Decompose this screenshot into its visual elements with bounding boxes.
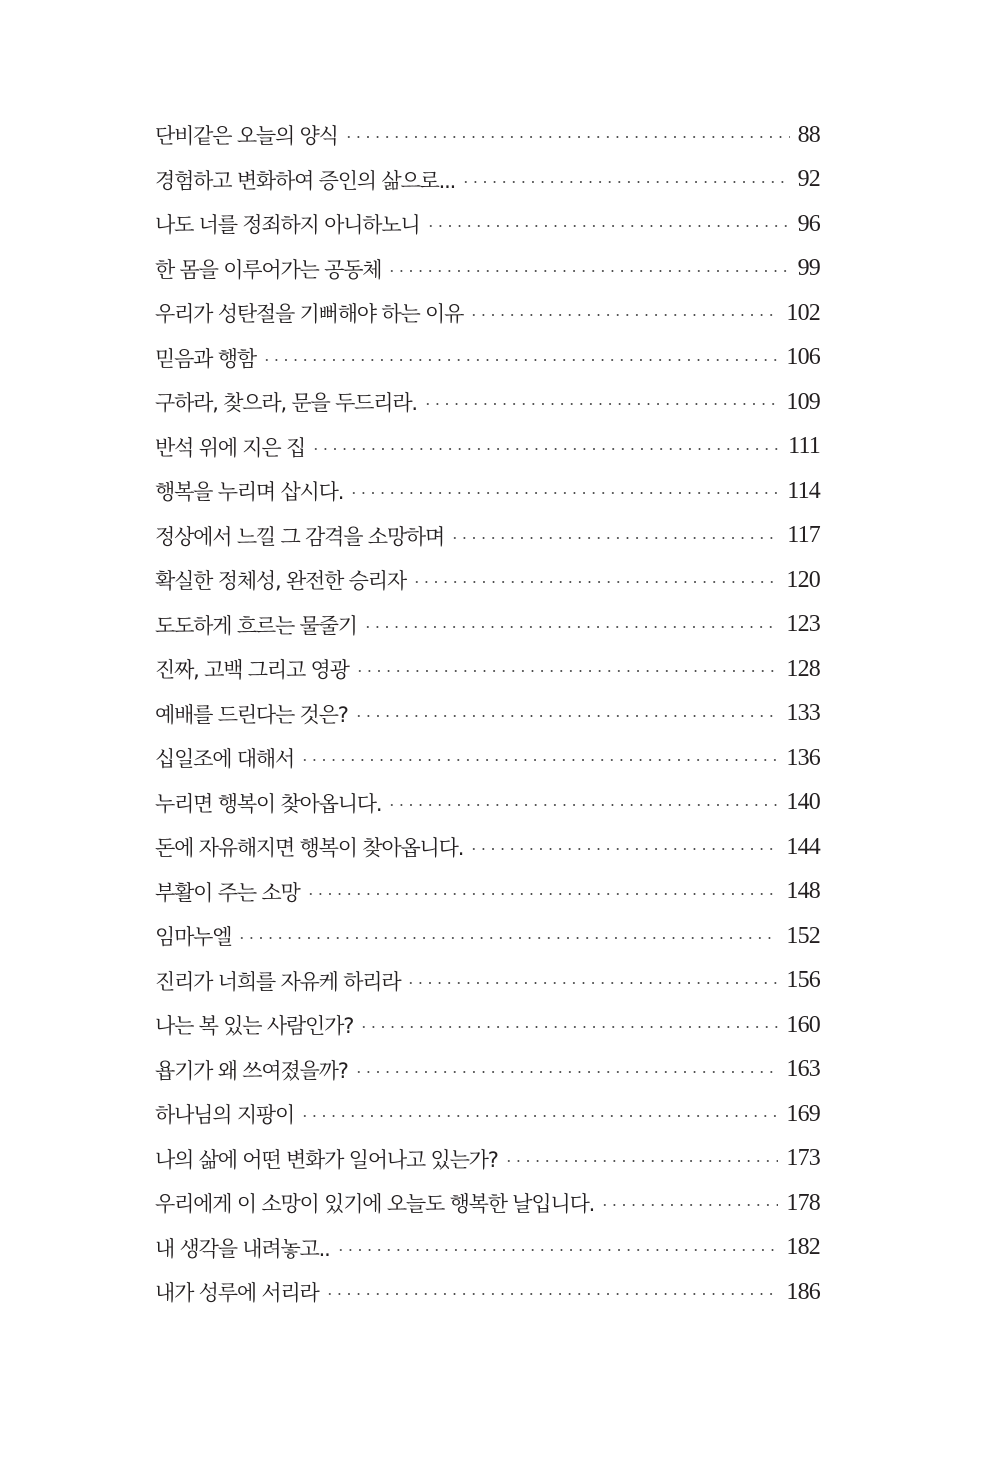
toc-entry xyxy=(155,1137,820,1182)
dot-leader xyxy=(336,1249,779,1251)
dot-leader xyxy=(600,1204,778,1206)
toc-entry-title: 하나님의 지팡이 xyxy=(155,1103,295,1128)
toc-entry-title: 진리가 너희를 자유케 하리라 xyxy=(155,969,401,994)
toc-entry-title: 믿음과 행함 xyxy=(155,346,256,371)
toc-entry xyxy=(155,1181,820,1226)
toc-entry-page-number: 88 xyxy=(797,121,820,148)
toc-entry-page-number: 117 xyxy=(787,522,820,549)
toc-entry xyxy=(155,558,820,603)
toc-entry-page-number: 133 xyxy=(786,700,820,727)
toc-entry-title: 부활이 주는 소망 xyxy=(155,880,300,905)
toc-entry xyxy=(155,959,820,1004)
toc-entry-title: 구하라, 찾으라, 문을 두드리라. xyxy=(155,391,417,416)
toc-entry-page-number: 152 xyxy=(786,922,820,949)
toc-entry-title: 확실한 정체성, 완전한 승리자 xyxy=(155,569,406,594)
toc-entry-title: 반석 위에 지은 집 xyxy=(155,435,306,460)
toc-entry xyxy=(155,1270,820,1315)
toc-entry xyxy=(155,202,820,247)
toc-entry xyxy=(155,647,820,692)
dot-leader xyxy=(344,136,790,138)
toc-entry-page-number: 96 xyxy=(797,210,820,237)
toc-entry-page-number: 106 xyxy=(786,344,820,371)
dot-leader xyxy=(306,893,779,895)
toc-entry xyxy=(155,158,820,203)
toc-entry-title: 한 몸을 이루어가는 공동체 xyxy=(155,257,382,282)
dot-leader xyxy=(355,670,779,672)
toc-entry-title: 욥기가 왜 쓰여졌을까? xyxy=(155,1058,348,1083)
toc-entry-title: 나의 삶에 어떤 변화가 일어나고 있는가? xyxy=(155,1147,498,1172)
dot-leader xyxy=(359,1026,778,1028)
dot-leader xyxy=(354,1071,779,1073)
dot-leader xyxy=(426,225,790,227)
toc-entry-page-number: 99 xyxy=(797,255,820,282)
toc-entry-title: 진짜, 고백 그리고 영광 xyxy=(155,658,349,683)
toc-entry-page-number: 114 xyxy=(787,477,820,504)
dot-leader xyxy=(311,448,780,450)
toc-entry xyxy=(155,1003,820,1048)
dot-leader xyxy=(354,715,779,717)
dot-leader xyxy=(325,1293,779,1295)
toc-entry-page-number: 169 xyxy=(786,1100,820,1127)
dot-leader xyxy=(300,1115,778,1117)
table-of-contents xyxy=(155,113,820,1315)
toc-entry xyxy=(155,736,820,781)
dot-leader xyxy=(387,270,789,272)
toc-entry-page-number: 102 xyxy=(786,299,820,326)
toc-entry-title: 경험하고 변화하여 증인의 삶으로... xyxy=(155,168,456,193)
dot-leader xyxy=(504,1160,779,1162)
toc-entry-title: 단비같은 오늘의 양식 xyxy=(155,124,338,149)
toc-entry xyxy=(155,781,820,826)
dot-leader xyxy=(363,626,779,628)
toc-entry-page-number: 156 xyxy=(786,967,820,994)
toc-entry-page-number: 173 xyxy=(786,1145,820,1172)
toc-entry-page-number: 140 xyxy=(786,789,820,816)
toc-entry-page-number: 123 xyxy=(786,611,820,638)
toc-entry xyxy=(155,425,820,470)
toc-entry-page-number: 128 xyxy=(786,655,820,682)
toc-entry xyxy=(155,692,820,737)
dot-leader xyxy=(423,403,779,405)
toc-entry-page-number: 148 xyxy=(786,878,820,905)
dot-leader xyxy=(406,982,778,984)
dot-leader xyxy=(412,581,778,583)
toc-entry xyxy=(155,247,820,292)
toc-entry xyxy=(155,1092,820,1137)
toc-entry-page-number: 163 xyxy=(786,1056,820,1083)
toc-entry-title: 십일조에 대해서 xyxy=(155,747,295,772)
toc-entry-title: 내가 성루에 서리라 xyxy=(155,1281,319,1306)
dot-leader xyxy=(461,181,790,183)
toc-entry-title: 임마누엘 xyxy=(155,925,232,950)
toc-entry-title: 예배를 드린다는 것은? xyxy=(155,702,348,727)
dot-leader xyxy=(262,359,778,361)
toc-entry-title: 나는 복 있는 사람인가? xyxy=(155,1014,354,1039)
toc-entry-page-number: 111 xyxy=(788,433,820,460)
dot-leader xyxy=(469,848,778,850)
toc-entry-page-number: 160 xyxy=(786,1011,820,1038)
toc-entry xyxy=(155,291,820,336)
dot-leader xyxy=(349,492,779,494)
toc-entry-title: 누리면 행복이 찾아옵니다. xyxy=(155,791,382,816)
toc-entry-title: 도도하게 흐르는 물줄기 xyxy=(155,613,357,638)
toc-entry xyxy=(155,514,820,559)
toc-entry xyxy=(155,914,820,959)
toc-entry xyxy=(155,380,820,425)
toc-entry xyxy=(155,1048,820,1093)
toc-entry-title: 돈에 자유해지면 행복이 찾아옵니다. xyxy=(155,836,464,861)
toc-entry-title: 내 생각을 내려놓고.. xyxy=(155,1236,330,1261)
toc-entry-page-number: 109 xyxy=(786,388,820,415)
toc-entry-title: 행복을 누리며 삽시다. xyxy=(155,480,344,505)
dot-leader xyxy=(300,759,778,761)
toc-entry-page-number: 120 xyxy=(786,566,820,593)
toc-entry-title: 나도 너를 정죄하지 아니하노니 xyxy=(155,213,420,238)
dot-leader xyxy=(237,937,778,939)
toc-entry-title: 우리에게 이 소망이 있기에 오늘도 행복한 날입니다. xyxy=(155,1192,595,1217)
toc-entry-title: 우리가 성탄절을 기뻐해야 하는 이유 xyxy=(155,302,464,327)
toc-entry xyxy=(155,113,820,158)
toc-entry-page-number: 178 xyxy=(786,1189,820,1216)
toc-entry xyxy=(155,1226,820,1271)
toc-entry xyxy=(155,336,820,381)
toc-entry-page-number: 144 xyxy=(786,833,820,860)
toc-entry xyxy=(155,870,820,915)
toc-entry-page-number: 92 xyxy=(797,166,820,193)
dot-leader xyxy=(469,314,778,316)
toc-entry xyxy=(155,469,820,514)
toc-entry-page-number: 136 xyxy=(786,744,820,771)
toc-entry xyxy=(155,825,820,870)
toc-entry-title: 정상에서 느낄 그 감격을 소망하며 xyxy=(155,524,445,549)
toc-entry xyxy=(155,603,820,648)
toc-entry-page-number: 186 xyxy=(786,1278,820,1305)
dot-leader xyxy=(450,537,779,539)
dot-leader xyxy=(387,804,778,806)
toc-entry-page-number: 182 xyxy=(786,1234,820,1261)
